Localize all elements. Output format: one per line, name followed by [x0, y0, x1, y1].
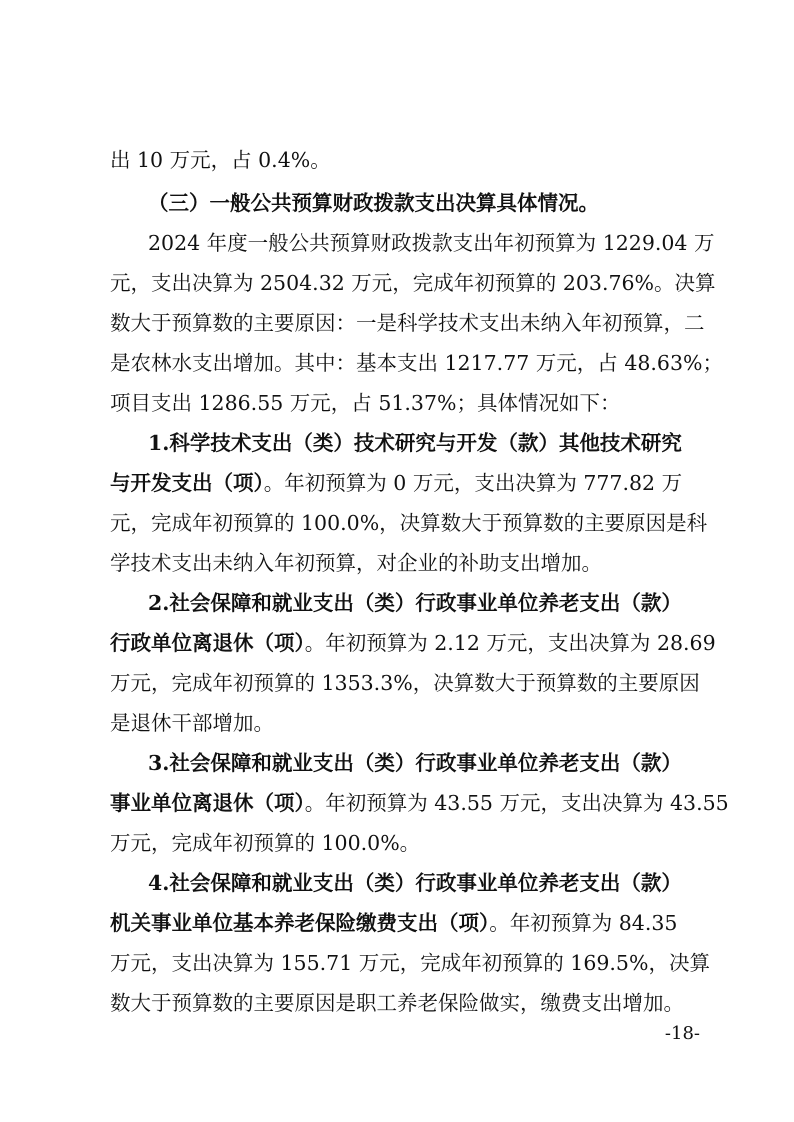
text-line: 万元，完成年初预算的 1353.3%，决算数大于预算数的主要原因 [110, 671, 700, 695]
item-heading-end: 与开发支出（项） [110, 471, 264, 495]
text-line: 是退休干部增加。 [110, 711, 274, 735]
text-run: 。年初预算为 0 万元，支出决算为 777.82 万 [263, 471, 683, 495]
item-heading: 3.社会保障和就业支出（类）行政事业单位养老支出（款） [148, 751, 682, 775]
item-heading: 2.社会保障和就业支出（类）行政事业单位养老支出（款） [148, 591, 682, 615]
item-heading-line [110, 628, 716, 658]
item-heading-end: 事业单位离退休（项） [110, 791, 305, 815]
text-line: 2024 年度一般公共预算财政拨款支出年初预算为 1229.04 万 [148, 231, 715, 255]
text-run: 。年初预算为 43.55 万元，支出决算为 43.55 [304, 791, 729, 815]
text-line: 数大于预算数的主要原因是职工养老保险做实，缴费支出增加。 [110, 991, 684, 1015]
text-line: 项目支出 1286.55 万元，占 51.37%；具体情况如下： [110, 391, 621, 415]
item-heading: 1.科学技术支出（类）技术研究与开发（款）其他技术研究 [148, 431, 682, 455]
text-line: 出 10 万元，占 0.4%。 [110, 148, 331, 172]
text-line: 元，完成年初预算的 100.0%，决算数大于预算数的主要原因是科 [110, 511, 708, 535]
text-line: 数大于预算数的主要原因：一是科学技术支出未纳入年初预算，二 [110, 311, 705, 335]
text-run: 。年初预算为 84.35 [489, 911, 678, 935]
text-line: 万元，完成年初预算的 100.0%。 [110, 831, 421, 855]
text-line: 万元，支出决算为 155.71 万元，完成年初预算的 169.5%，决算 [110, 951, 710, 975]
text-line: 学技术支出未纳入年初预算，对企业的补助支出增加。 [110, 551, 602, 575]
item-heading: 4.社会保障和就业支出（类）行政事业单位养老支出（款） [148, 871, 682, 895]
text-line: 是农林水支出增加。其中：基本支出 1217.77 万元，占 48.63%； [110, 351, 723, 375]
item-heading-end: 行政单位离退休（项） [110, 631, 305, 655]
item-heading-end: 机关事业单位基本养老保险缴费支出（项） [110, 911, 490, 935]
page-number: -18- [664, 1023, 700, 1044]
section-heading: （三）一般公共预算财政拨款支出决算具体情况。 [148, 191, 599, 215]
text-line: 元，支出决算为 2504.32 万元，完成年初预算的 203.76%。决算 [110, 271, 716, 295]
item-heading-line [110, 468, 694, 498]
item-heading-line [110, 788, 729, 818]
item-heading-line [110, 908, 694, 938]
text-run: 。年初预算为 2.12 万元，支出决算为 28.69 [304, 631, 716, 655]
